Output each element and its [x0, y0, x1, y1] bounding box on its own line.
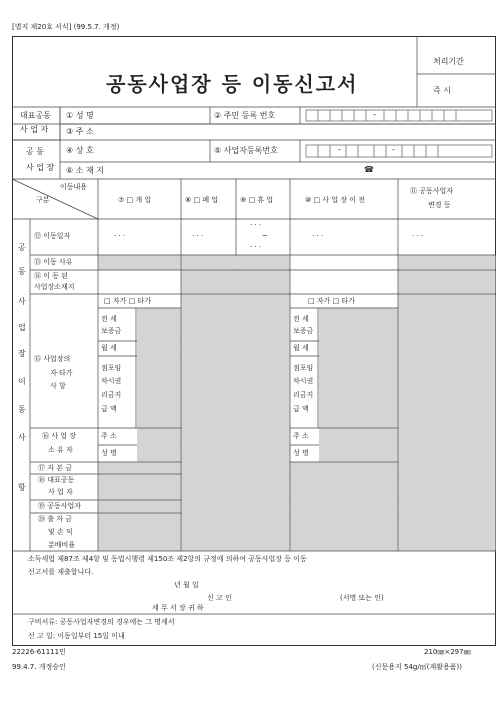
name-label: ① 성 명	[66, 111, 94, 120]
name-field[interactable]	[118, 108, 208, 123]
rep-joint-label-l2: 사 업 자	[48, 488, 73, 496]
biz-label-line2: 사 업 장	[26, 163, 55, 172]
deposit-label-l1-right: 전 세	[293, 315, 309, 323]
vertical-label-5: 장	[18, 349, 26, 358]
owner-label-l1: ⑯ 사 업 장	[42, 432, 76, 440]
resident-id-label: ② 주민 등록 번호	[214, 111, 276, 120]
processing-period-value: 즉 시	[433, 86, 451, 95]
corner-category: 구분	[36, 196, 50, 204]
owner-name-left: 성 명	[101, 449, 117, 457]
owner-label-l2: 소 유 자	[48, 446, 73, 454]
store-label-l4-left: 급 액	[101, 405, 117, 413]
suspension-range-mark: ~	[262, 232, 268, 240]
location-label: ⑥ 소 재 지	[66, 166, 104, 175]
premises-label-l1: ⑮ 사업장의	[34, 355, 71, 363]
new-location-l2: 사업장소재지	[34, 283, 75, 291]
trade-name-label: ④ 상 호	[66, 146, 94, 155]
joint-biz-label: ⑲ 공동사업자	[38, 502, 82, 510]
reason-label: ⑬ 이동 사유	[34, 258, 73, 266]
processing-period-label: 처리기간	[433, 57, 464, 66]
ratio-label-l1: ⑳ 출 자 금	[38, 515, 72, 523]
address-field[interactable]	[118, 125, 494, 139]
vertical-label-9: 항	[18, 483, 26, 492]
premises-label-l3: 사 항	[50, 382, 66, 390]
own-rent-checkbox-left[interactable]: □ 자가 □ 타가	[104, 297, 151, 305]
change-date-closing[interactable]: · · ·	[192, 232, 204, 240]
declaration-line1: 소득세법 제87조 제4항 및 동법시행령 제150조 제2항의 규정에 의하여 공동사업장 등 이동	[28, 555, 307, 563]
ratio-label-l2: 및 손 익	[48, 528, 73, 536]
capital-label: ⑰ 자 본 금	[38, 464, 72, 472]
store-label-l3-right: 리금지	[293, 391, 314, 399]
owner-addr-left: 주 소	[101, 432, 117, 440]
reporter-label: 신 고 인	[207, 594, 232, 602]
declaration-date[interactable]: 년 월 일	[174, 581, 199, 589]
store-label-l4-right: 급 액	[293, 405, 309, 413]
col-partner-change-l2: 변경 등	[428, 201, 451, 209]
declaration-line2: 신고서를 제출합니다.	[28, 568, 94, 576]
col-suspension[interactable]: ⑨ □ 휴 업	[240, 196, 274, 204]
col-closing[interactable]: ⑧ □ 폐 업	[185, 196, 219, 204]
trade-name-field[interactable]	[118, 141, 208, 161]
change-date-partner[interactable]: · · ·	[412, 232, 424, 240]
form-title: 공동사업장 등 이동신고서	[106, 72, 359, 96]
change-date-label: ⑫ 이동일자	[34, 232, 71, 240]
resident-id-dash: -	[373, 110, 376, 119]
resident-id-field[interactable]	[306, 110, 492, 121]
addressee: 세 무 서 장 귀 하	[152, 604, 204, 612]
rep-label-line2: 사 업 자	[20, 125, 49, 134]
deposit-label-l2-left: 보증금	[101, 327, 122, 335]
store-label-l3-left: 리금지	[101, 391, 122, 399]
address-label: ③ 주 소	[66, 127, 94, 136]
phone-icon: ☎	[364, 165, 374, 174]
vertical-label-2: 동	[18, 267, 26, 276]
notes-required-docs: 구비서류: 공동사업자변경의 경우에는 그 명세서	[28, 618, 175, 626]
rep-label-line1: 대표공동	[20, 111, 51, 120]
vertical-label-4: 업	[18, 323, 26, 332]
vertical-label-8: 사	[18, 433, 26, 442]
location-field[interactable]	[118, 163, 358, 178]
ratio-label-l3: 분배비율	[48, 541, 76, 549]
monthly-label-left: 월 세	[101, 344, 117, 352]
store-label-l2-right: 차시권	[293, 377, 314, 385]
form-reference: [별지 제20호 서식] (99.5.7. 개정)	[12, 23, 120, 31]
col-partner-change-l1: ⑪ 공동사업자	[410, 187, 454, 195]
biz-reg-dash-1: -	[338, 145, 341, 154]
suspension-from[interactable]: · · ·	[250, 221, 262, 229]
rep-joint-label-l1: ⑱ 대표공동	[38, 476, 75, 484]
store-label-l1-right: 점포임	[293, 364, 314, 372]
vertical-label-7: 동	[18, 405, 26, 414]
biz-reg-dash-2: -	[392, 145, 395, 154]
biz-label-line1: 공 동	[26, 147, 44, 156]
footer-approval: 99.4.7. 개정승인	[12, 663, 66, 671]
signature-field[interactable]: (서명 또는 인)	[340, 594, 384, 602]
own-rent-checkbox-right[interactable]: □ 자가 □ 타가	[308, 297, 355, 305]
footer-paper: (신문용지 54g/㎡(재활용품))	[372, 663, 462, 671]
biz-reg-no-field[interactable]	[306, 145, 492, 157]
owner-name-right: 성 명	[293, 449, 309, 457]
premises-label-l2: 자·타가	[50, 369, 73, 377]
vertical-label-6: 이	[18, 377, 26, 386]
col-opening[interactable]: ⑦ □ 개 업	[118, 196, 152, 204]
suspension-to[interactable]: · · ·	[250, 243, 262, 251]
corner-change-content: 이동내용	[60, 183, 88, 191]
deposit-label-l1-left: 전 세	[101, 315, 117, 323]
col-relocation[interactable]: ⑩ □ 사 업 장 이 전	[305, 196, 366, 204]
biz-reg-no-label: ⑤ 사업자등록번호	[214, 146, 278, 155]
notes-deadline: 신 고 일: 이동일부터 15일 이내	[28, 632, 125, 640]
vertical-label-1: 공	[18, 243, 26, 252]
monthly-label-right: 월 세	[293, 344, 309, 352]
owner-addr-right: 주 소	[293, 432, 309, 440]
store-label-l2-left: 차시권	[101, 377, 122, 385]
footer-size: 210㎜×297㎜	[424, 648, 471, 656]
footer-code: 22226-61111민	[12, 648, 66, 656]
store-label-l1-left: 점포임	[101, 364, 122, 372]
change-date-opening[interactable]: · · ·	[114, 232, 126, 240]
new-location-l1: ⑭ 이 동 된	[34, 272, 68, 280]
change-date-relocation[interactable]: · · ·	[312, 232, 324, 240]
deposit-label-l2-right: 보증금	[293, 327, 314, 335]
vertical-label-3: 사	[18, 297, 26, 306]
